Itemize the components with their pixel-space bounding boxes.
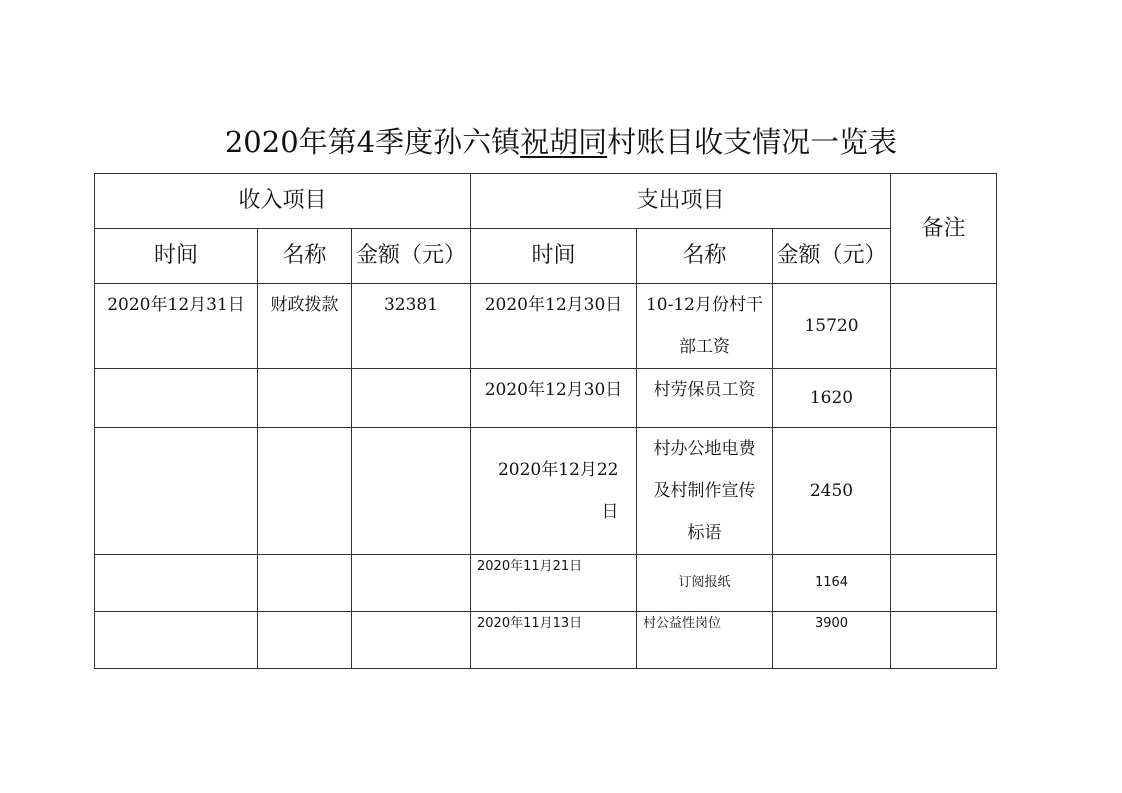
income-amount-cell (352, 612, 471, 669)
remarks-header: 备注 (891, 174, 997, 284)
expense-name-cell: 订阅报纸 (637, 555, 773, 612)
income-name-header: 名称 (258, 229, 352, 284)
expense-time-text: 2020年12月22日 (497, 460, 619, 522)
expense-header: 支出项目 (471, 174, 891, 229)
title-prefix: 2020年第4季度孙六镇 (224, 125, 521, 159)
income-time-cell: 2020年12月31日 (95, 284, 258, 369)
expense-amount-cell: 3900 (773, 612, 891, 669)
expense-amount-cell: 1620 (773, 369, 891, 428)
expense-time-cell: 2020年12月30日 (471, 369, 637, 428)
income-name-cell: 财政拨款 (258, 284, 352, 369)
income-time-cell (95, 369, 258, 428)
expense-amount-cell: 1164 (773, 555, 891, 612)
table-row (95, 612, 997, 669)
expense-time-cell: 2020年11月21日 (471, 555, 637, 612)
expense-time-cell: 2020年11月13日 (471, 612, 637, 669)
table-row (95, 555, 997, 612)
income-amount-cell (352, 555, 471, 612)
income-time-header: 时间 (95, 229, 258, 284)
income-amount-cell (352, 428, 471, 555)
title-suffix: 村账目收支情况一览表 (607, 125, 898, 159)
remarks-cell (891, 428, 997, 555)
income-amount-header: 金额（元） (352, 229, 471, 284)
income-header: 收入项目 (95, 174, 471, 229)
income-amount-cell (352, 369, 471, 428)
expense-name-header: 名称 (637, 229, 773, 284)
income-amount-cell: 32381 (352, 284, 471, 369)
page-title (0, 120, 1122, 161)
ledger-table (94, 173, 997, 669)
table-row (95, 284, 997, 369)
table-row (95, 428, 997, 555)
expense-amount-cell: 2450 (773, 428, 891, 555)
remarks-cell (891, 612, 997, 669)
income-time-cell (95, 555, 258, 612)
expense-name-cell (637, 428, 773, 555)
income-name-cell (258, 555, 352, 612)
expense-amount-cell: 15720 (773, 284, 891, 369)
expense-name-cell (637, 284, 773, 369)
expense-name-text: 村办公地电费及村制作宣传标语 (653, 439, 756, 543)
income-time-cell (95, 612, 258, 669)
expense-time-cell (471, 428, 637, 555)
expense-name-cell: 村劳保员工资 (637, 369, 773, 428)
income-name-cell (258, 428, 352, 555)
expense-name-text: 10-12月份村干部工资 (645, 295, 763, 357)
expense-name-cell: 村公益性岗位 (637, 612, 773, 669)
income-time-cell (95, 428, 258, 555)
table-row (95, 369, 997, 428)
remarks-cell (891, 555, 997, 612)
header-row-columns (95, 229, 997, 284)
expense-time-cell: 2020年12月30日 (471, 284, 637, 369)
remarks-cell (891, 369, 997, 428)
expense-time-header: 时间 (471, 229, 637, 284)
income-name-cell (258, 369, 352, 428)
expense-amount-header: 金额（元） (773, 229, 891, 284)
remarks-cell (891, 284, 997, 369)
title-village-name: 祝胡同 (520, 125, 608, 159)
header-row-groups (95, 174, 997, 229)
income-name-cell (258, 612, 352, 669)
